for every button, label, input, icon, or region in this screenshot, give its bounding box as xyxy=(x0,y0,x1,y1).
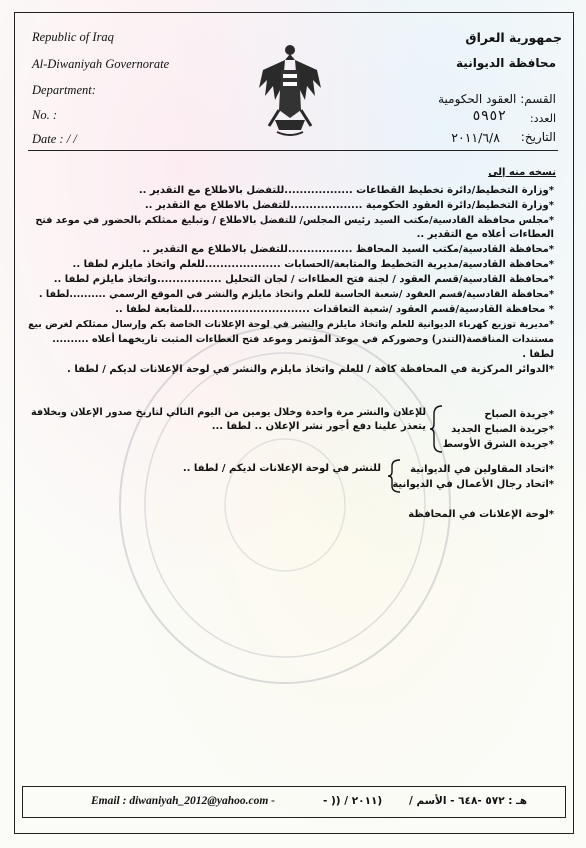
board-line: *لوحة الإعلانات في المحافظة xyxy=(408,509,554,520)
iraq-emblem-icon xyxy=(255,40,325,140)
header-divider xyxy=(28,150,558,151)
union-note: للنشر في لوحة الإعلانات لديكم / لطفا .. xyxy=(182,463,381,474)
footer-contact-box xyxy=(22,786,566,818)
newspaper-note: للإعلان والنشر مرة واحدة وخلال يومين من اليوم التالي لتاريخ صدور الإعلان وبخلافة xyxy=(31,407,426,418)
copy-line: *الدوائر المركزية في المحافظة كافة / للعلم واتخاذ مايلزم والنشر في لوحة الإعلانات لديكم / لطفا . xyxy=(67,364,554,375)
copy-line: *محافظة القادسية/قسم العقود /شعبة الحاسبة للعلم واتخاذ مايلزم والنشر في الموقع الرسمي ..........لطفا . xyxy=(38,289,554,300)
footer-email: Email : diwaniyah_2012@yahoo.com - xyxy=(91,795,275,807)
header-number-value-ar: ٥٩٥٢ xyxy=(472,108,506,124)
newspaper-note: يتعذر علينا دفع أجور نشر الإعلان .. لطفا ... xyxy=(211,421,426,432)
union-item: *اتحاد رجال الأعمال في الديوانية xyxy=(392,479,554,490)
header-date-en: Date : / / xyxy=(32,132,77,146)
copy-line: * محافظة القادسية/قسم العقود /شعبة التعاقدات ...............................للمتابعة لطفا .. xyxy=(115,304,554,315)
copy-to-title: نسخه منه إلى xyxy=(488,167,556,178)
footer-phone: هـ : ٥٧٢ -٦٤٨ - الأسم / xyxy=(408,795,527,807)
newspaper-item: *جريدة الصباح xyxy=(484,409,554,420)
header-date-value-ar: ٢٠١١/٦/٨ xyxy=(451,130,500,145)
footer-tail: (٢٠١١ / (( - xyxy=(323,795,383,807)
header-country-en: Republic of Iraq xyxy=(32,30,114,44)
copy-line: العطاءات أعلاه مع التقدير .. xyxy=(416,229,554,240)
copy-line: *وزارة التخطيط/دائرة تخطيط القطاعات ..................للتفضل بالاطلاع مع التقدير .. xyxy=(138,185,554,196)
copy-line: *محافظة القادسية/مكتب السيد المحافظ .................للتفضل بالاطلاع مع التقدير .. xyxy=(142,244,554,255)
bracket-icon xyxy=(388,458,402,494)
copy-line: *مجلس محافظة القادسية/مكتب السيد رئيس المجلس/ للتفضل بالاطلاع / وتبليغ ممثلكم بالحضور في موعد فتح xyxy=(35,215,554,226)
header-date-label-ar: التاريخ: xyxy=(520,130,556,144)
copy-line: *محافظة القادسية/مديرية التخطيط والمتابعة/الحسابات ....................للعلم واتخاذ مايلزم لطفا .. xyxy=(72,259,554,270)
header-governorate-ar: محافظة الديوانية xyxy=(456,56,556,70)
header-section-ar: القسم: العقود الحكومية xyxy=(438,92,556,106)
newspaper-item: *جريدة الشرق الأوسط xyxy=(442,439,554,450)
header-number-label-ar: العدد: xyxy=(529,112,556,125)
header-department-en: Department: xyxy=(32,83,96,97)
copy-line: *محافظة القادسية/قسم العقود / لجنة فتح العطاءات / لجان التحليل .................واتخاذ مايلزم لطفا .. xyxy=(53,274,554,285)
copy-line: مستندات المناقصة(التندر) وحضوركم في موعد المؤتمر وموعد فتح العطاءات المثبت تاريخهما أعلاه .......... xyxy=(52,334,554,345)
header-governorate-en: Al-Diwaniyah Governorate xyxy=(32,57,170,71)
newspaper-item: *جريدة الصباح الجديد xyxy=(451,424,554,435)
header-number-en: No. : xyxy=(32,108,57,122)
copy-line: *مديرية توزيع كهرباء الديوانية للعلم واتخاذ مايلزم والنشر في لوحة الإعلانات الخاصة بكم وإرسال ممثلكم لغرض بيع xyxy=(28,319,554,330)
copy-line: لطفا . xyxy=(522,349,554,360)
header-country-ar: جمهورية العراق xyxy=(465,30,562,45)
union-item: *اتحاد المقاولين في الديوانية xyxy=(410,464,554,475)
copy-line: *وزارة التخطيط/دائرة العقود الحكومية ...................للتفضل بالاطلاع مع التقدير .. xyxy=(144,200,554,211)
bracket-icon xyxy=(430,404,444,454)
